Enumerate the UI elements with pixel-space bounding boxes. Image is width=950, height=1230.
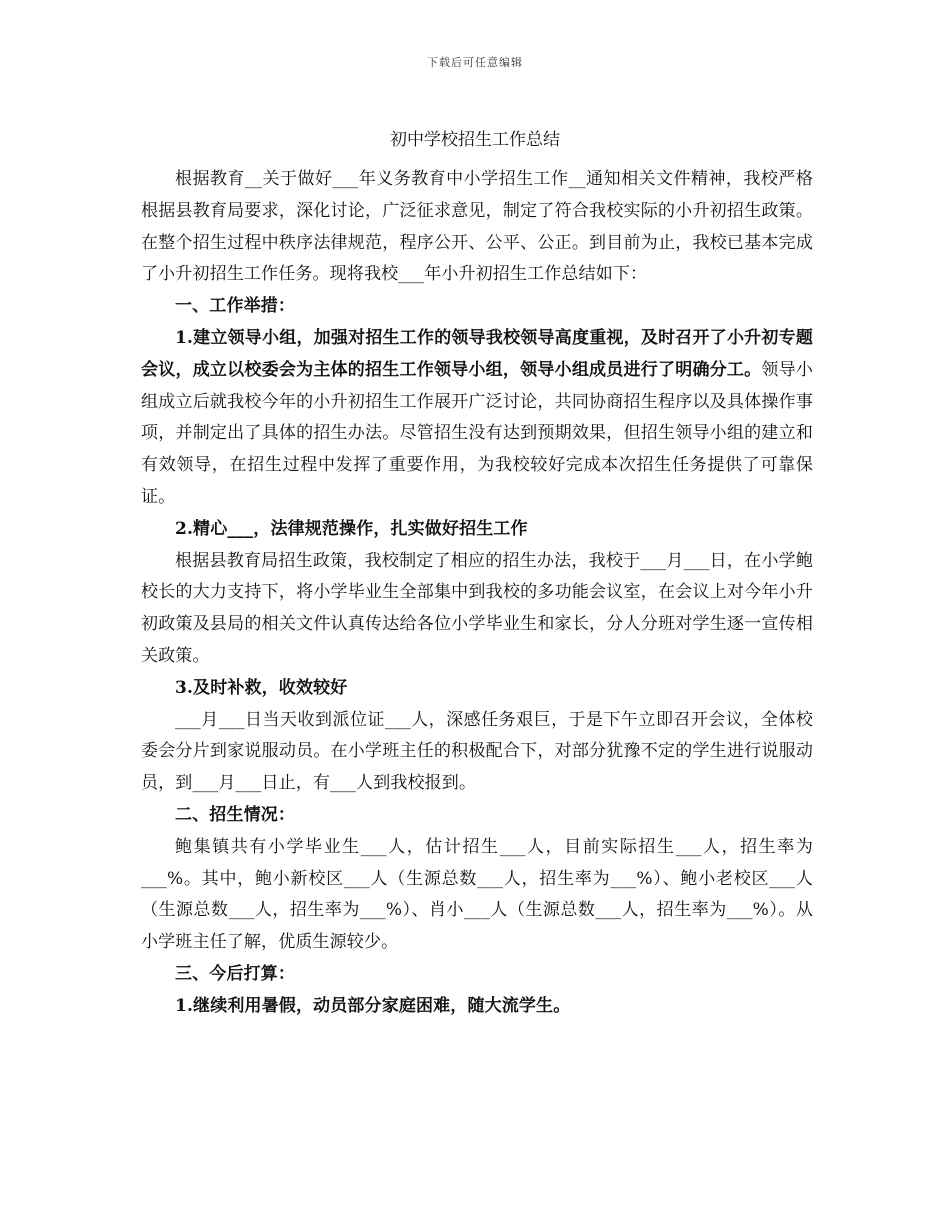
- intro-paragraph: 根据教育__关于做好___年义务教育中小学招生工作__通知相关文件精神，我校严格根据县教育局要求，深化讨论，广泛征求意见，制定了符合我校实际的小升初招生政策。在整个招生过程中秩序法律规范，程序公开、公平、公正。到目前为止，我校已基本完成了小升初招生工作任务。现将我校___年小升初招生工作总结如下：: [141, 169, 813, 285]
- enrollment-paragraph: 鲍集镇共有小学毕业生___人，估计招生___人，目前实际招生___人，招生率为___%。其中，鲍小新校区___人（生源总数___人，招生率为___%）、鲍小老校区___人（生源总数___人，招生率为___%）、肖小___人（生源总数___人，招生率为___%）。从小学班主任了解，优质生源较少。: [141, 836, 813, 953]
- section-heading-plans: 三、今后打算：: [175, 963, 296, 984]
- remedy-paragraph: ___月___日当天收到派位证___人，深感任务艰巨，于是下午立即召开会议，全体校委会分片到家说服动员。在小学班主任的积极配合下，对部分犹豫不定的学生进行说服动员，到___月___日止，有___人到我校报到。: [141, 709, 813, 794]
- plan-item-1: 1.继续利用暑假，动员部分家庭困难，随大流学生。: [175, 995, 571, 1016]
- section-heading-enrollment: 二、招生情况：: [175, 804, 296, 825]
- subheading-remedy: 3.及时补救，收效较好: [175, 677, 348, 698]
- document-title: 初中学校招生工作总结: [390, 130, 560, 150]
- document-body: [141, 164, 813, 1023]
- section-heading-measures: 一、工作举措：: [175, 296, 296, 317]
- leadership-group-paragraph: [141, 323, 813, 514]
- subheading-careful-operation: 2.精心___，法律规范操作，扎实做好招生工作: [175, 518, 528, 539]
- header-note: 下载后可任意编辑: [427, 56, 523, 69]
- policy-paragraph: 根据县教育局招生政策，我校制定了相应的招生办法，我校于___月___日，在小学鲍校长的大力支持下，将小学毕业生全部集中到我校的多功能会议室，在会议上对今年小升初政策及县局的相关文件认真传达给各位小学毕业生和家长，分人分班对学生逐一宣传相关政策。: [141, 550, 813, 666]
- leadership-group-text: 领导小组成立后就我校今年的小升初招生工作展开广泛讨论，共同协商招生程序以及具体操作事项，并制定出了具体的招生办法。尽管招生没有达到预期效果，但招生领导小组的建立和有效领导，在招生过程中发挥了重要作用，为我校较好完成本次招生任务提供了可靠保证。: [141, 359, 813, 507]
- leadership-group-heading: 1.建立领导小组，加强对招生工作的领导我校领导高度重视，及时召开了小升初专题会议，成立以校委会为主体的招生工作领导小组，领导小组成员进行了明确分工。: [141, 327, 813, 380]
